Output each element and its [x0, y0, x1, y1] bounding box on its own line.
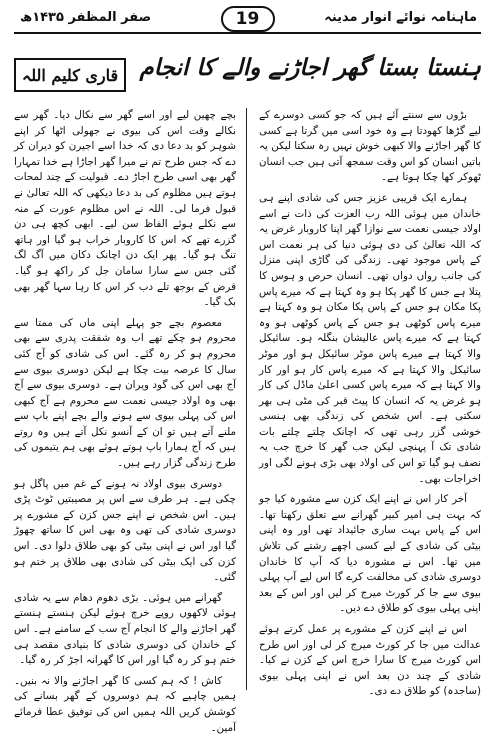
page-number: 19: [221, 6, 275, 32]
article-title-block: [14, 50, 481, 100]
paragraph: ہمارے ایک قریبی عزیز جس کی شادی اپنے ہی خاندان میں ہوئی اللہ رب العزت کی ذات نے اسے اولاد جیسی نعمت سے نوازا گھر اپنا کاروبار غرض یہ کہ اللہ تعالیٰ کی دی ہوئی دنیا کی ہر نعمت اس کے پاس موجود تھی۔ زندگی کی گاڑی اپنی منزل کی جانب رواں دواں تھی۔ انسان حرص و ہوس کا پتلا ہے جس کا گھر پکا ہو وہ کہتا ہے کہ میرے پاس پکا مکان ہو جس کے پاس پکا مکان ہو وہ کہتا ہے میرے پاس کوٹھی ہو جس کے پاس کوٹھی ہو وہ کہتا ہے کہ میرے پاس عالیشان بنگلہ ہو۔ سائیکل والا کہتا ہے میرے پاس موٹر سائیکل ہو اور موٹر سائیکل والا کہتا ہے کہ میرے پاس کار ہو اور کار والا کہتا ہے کہ میرے پاس کسی اعلیٰ ماڈل کی کار ہو غرض یہ کہ انسان کا پیٹ قبر کی مٹی ہی بھر سکتی ہے۔ اس شخص کی زندگی بھی ہنسی خوشی گزر رہی تھی کہ اچانک چلتے چلتے بات شادی تک آ پہنچی لیکن جب گھر کا خرچ جب یہ نصف ہو گیا تو اس کی اولاد بھی بڑی ہونے لگی اور اخراجات بھی۔: [259, 191, 481, 485]
column-right: [259, 108, 481, 698]
paragraph: معصوم بچے جو پہلے اپنی ماں کی ممتا سے محروم ہو چکے تھے اب وہ شفقت پدری سے بھی محروم ہو کر رہ گئے۔ اس کی شادی کو آج کئی سال کا عرصہ بیت چکا ہے لیکن دوسری بیوی سے آج بھی اس کی گود ویران ہے۔ دوسری بیوی سے آج بھی وہ اولاد جیسی نعمت سے محروم ہے آج کبھی اس کی پہلی بیوی سے ہونے والے بچے اپنے باپ سے ملنے آتے ہیں تو ان کے آنسو نکل آتے ہیں وہ روتے ہیں کہ آج ہمارا باپ ہوتے ہوئے بھی ہم یتیموں کی طرح زندگی گزار رہے ہیں۔: [14, 316, 236, 470]
author-name-box: قاری کلیم اللہ: [14, 58, 126, 92]
issue-date: صفر المظفر ۱۴۳۵ھ: [20, 10, 152, 25]
paragraph: بڑوں سے سنتے آئے ہیں کہ جو کسی دوسرے کے لیے گڑھا کھودتا ہے وہ خود اسی میں گرتا ہے کسی کا گھر اجاڑنے والا کبھی خوش نہیں رہ سکتا لیکن یہ باتیں انسان کو اس وقت سمجھ آتی ہیں جب انسان ٹھوکر کھا چکا ہوتا ہے۔: [259, 109, 481, 184]
column-left: [14, 108, 236, 734]
paragraph: آخر کار اس نے اپنے ایک کزن سے مشورہ کیا جو کہ بہت ہی امیر کبیر گھرانے سے تعلق رکھتا تھا۔ اس کے پاس بہت ساری جائیداد تھی اور وہ اپنی بیٹی کی شادی کے لیے کسی اچھے رشتے کی تلاش میں تھا۔ اس نے مشورہ دیا کہ آپ کا خاندان دوسری شادی کی مخالفت کرے گا اس لیے آپ پہلی بیوی سے جا کر کورٹ میرج کر لیں اور اس کے بعد اپنی پہلی بیوی کو طلاق دے دیں۔: [259, 493, 481, 615]
page-header: [14, 6, 481, 36]
article-body: [14, 108, 481, 734]
header-rule: [14, 32, 481, 34]
paragraph: اس نے اپنے کزن کے مشورے پر عمل کرتے ہوئے عدالت میں جا کر کورٹ میرج کر لی اور اس طرح اس کورٹ میرج کا سارا خرچ اس کے کزن نے کیا۔ شادی کے چند دن بعد اس نے اپنی پہلی بیوی (ساجدہ) کو طلاق دے دی۔: [259, 623, 481, 698]
paragraph: گھرانے میں ہوئی۔ بڑی دھوم دھام سے یہ شادی ہوئی لاکھوں روپے خرچ ہوئے لیکن ہنستے ہنستے گھر اجاڑنے والے کا انجام آج سب کے سامنے ہے۔ اس کے خاندان کی دوسری شادی کا بنیادی مقصد ہی ختم ہو کر رہ گیا اور اس کا گھرانہ اجڑ کر رہ گیا۔: [14, 591, 236, 667]
magazine-name: ماہنامہ نوائے انوار مدینہ: [324, 10, 477, 25]
paragraph: بچے چھین لیے اور اسے گھر سے نکال دیا۔ گھر سے نکالے وقت اس کی بیوی نے جھولی اٹھا کر اپنے شوہر کو بد دعا دی کہ خدا اسے اجیرن کو دیران کر دے کہ جس طرح تم نے میرا گھر اجاڑا ہے خدا تمہارا گھر بھی اسی طرح اجاڑ دے۔ قبولیت کے چند لمحات ہوتے ہیں مظلوم کی بد دعا دیکھی کہ اللہ تعالیٰ نے قبول فرما لی۔ اللہ نے اس مظلوم عورت کے منہ سے نکلے ہوئے الفاظ سن لیے۔ ابھی کچھ ہی دن گزرے تھے کہ اس کا کاروبار خراب ہو گیا اور ہاتھ تنگ ہو گیا۔ پھر ایک دن اچانک دکان میں آگ لگ گئی جس سے سارا سامان جل کر راکھ ہو گیا۔ قرض کے بوجھ تلے دب کر اس کا رہا سہا گھر بھی بک گیا۔: [14, 109, 236, 309]
article-title: ہنستا بستا گھر اجاڑنے والے کا انجام: [139, 54, 481, 81]
paragraph: دوسری بیوی اولاد نہ ہونے کے غم میں پاگل ہو چکی ہے۔ ہر طرف سے اس پر مصیبتیں ٹوٹ پڑی ہیں۔ اس شخص نے اپنے جس کزن کے مشورے پر دوسری شادی کی تھی وہ بھی اس کا ساتھ چھوڑ گیا اور اس نے اپنی بیٹی کو بھی طلاق دلوا دی۔ اس کزن کی ایک بیٹی کی شادی بھی طلاق پر ختم ہو گئی۔: [14, 477, 236, 584]
column-divider: [246, 108, 247, 690]
paragraph: کاش ! کہ ہم کسی کا گھر اجاڑنے والا نہ بنیں۔ ہمیں چاہیے کہ ہم دوسروں کے گھر بسانے کی کوشش کریں اللہ ہمیں اس کی توفیق عطا فرمائے آمین۔: [14, 674, 236, 734]
